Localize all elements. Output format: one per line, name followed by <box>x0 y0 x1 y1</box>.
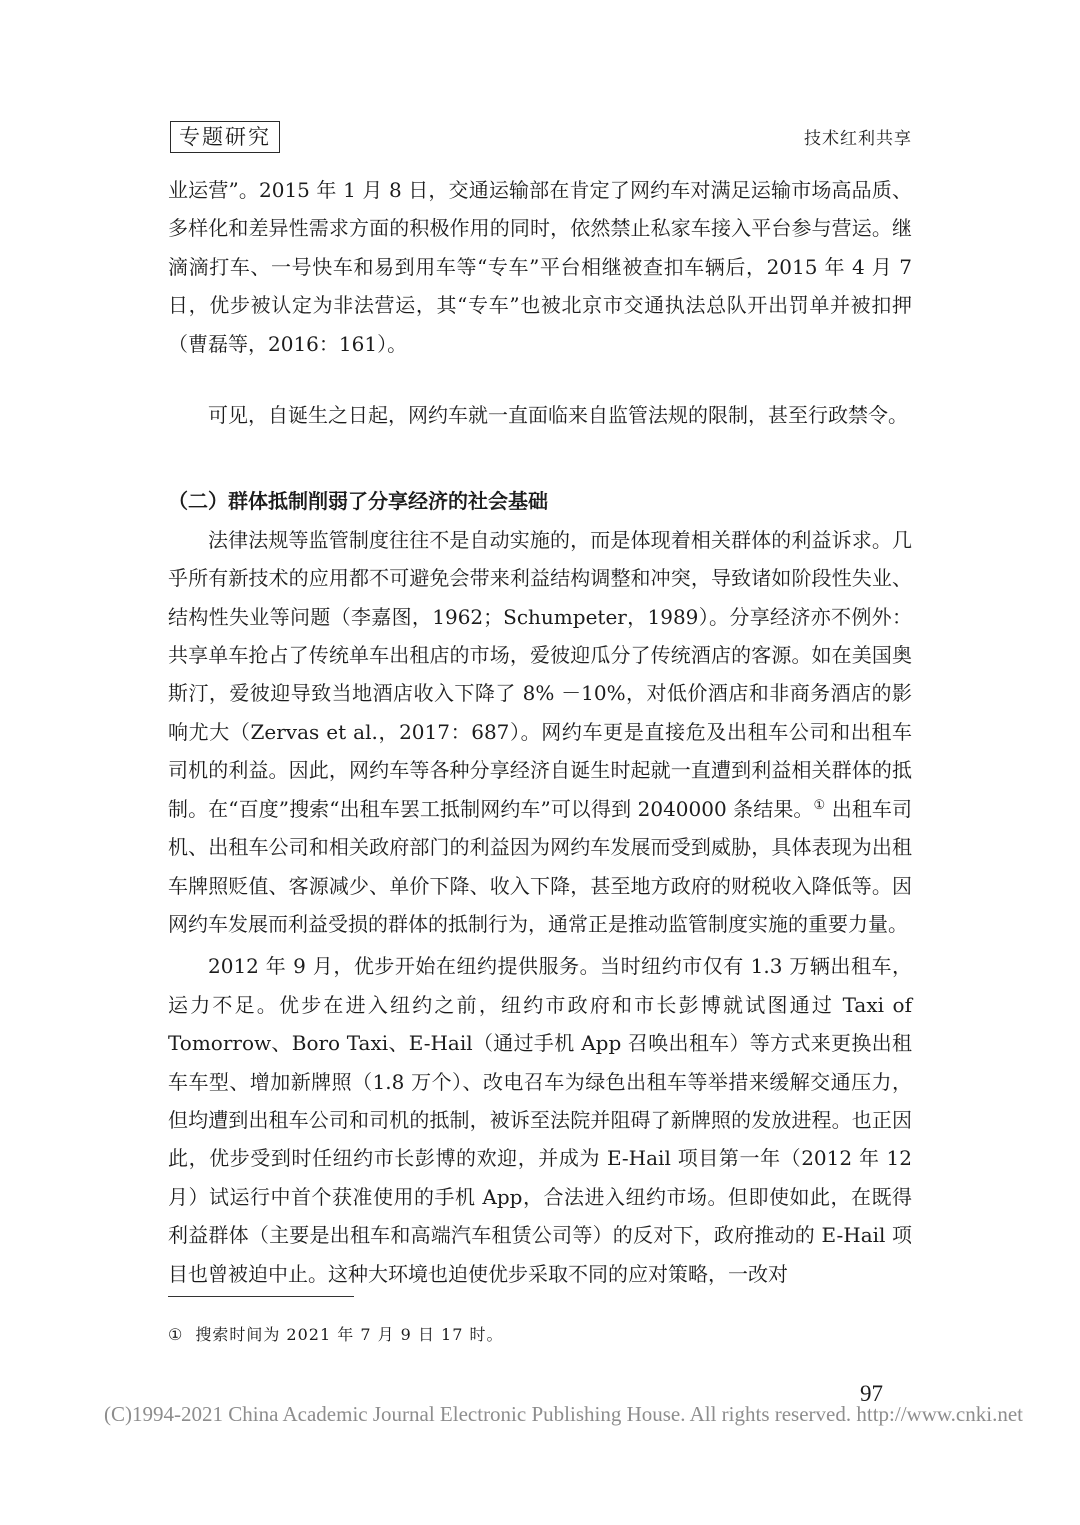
running-title: 技术红利共享 <box>804 129 912 149</box>
page-number: 97 <box>860 1381 883 1406</box>
footnote-divider <box>168 1296 354 1297</box>
paragraph-4: 2012 年 9 月，优步开始在纽约提供服务。当时纽约市仅有 1.3 万辆出租车，运力不足。优步在进入纽约之前，纽约市政府和市长彭博就试图通过 Taxi of Tomorrow、Boro Taxi、E-Hail（通过手机 App 召唤出租车）等方式来更换出租车车型、增加新牌照（1.8 万个）、改电召车为绿色出租车等举措来缓解交通压力，但均遭到出租车公司和司机的抵制，被诉至法院并阻碍了新牌照的发放进程。也正因此，优步受到时任纽约市长彭博的欢迎，并成为 E-Hail 项目第一年（2012 年 12 月）试运行中首个获准使用的手机 App，合法进入纽约市场。但即使如此，在既得利益群体（主要是出租车和高端汽车租赁公司等）的反对下，政府推动的 E-Hail 项目也曾被迫中止。这种大环境也迫使优步采取不同的应对策略，一改对 <box>168 954 912 1286</box>
footnote-text: 搜索时间为 2021 年 7 月 9 日 17 时。 <box>195 1325 504 1344</box>
copyright-notice: (C)1994-2021 China Academic Journal Electronic Publishing House. All rights reserved. http://www.cnki.net <box>104 1402 1023 1426</box>
footnote <box>168 1322 503 1345</box>
section-heading: （二）群体抵制削弱了分享经济的社会基础 <box>168 489 548 514</box>
paragraph-3-part-a: 法律法规等监管制度往往不是自动实施的，而是体现着相关群体的利益诉求。几乎所有新技术的应用都不可避免会带来利益结构调整和冲突，导致诸如阶段性失业、结构性失业等问题（李嘉图，1962；Schumpeter，1989）。分享经济亦不例外：共享单车抢占了传统单车出租店的市场，爱彼迎瓜分了传统酒店的客源。如在美国奥斯汀，爱彼迎导致当地酒店收入下降了 8% －10%，对低价酒店和非商务酒店的影响尤大（Zervas et al.，2017：687）。网约车更是直接危及出租车公司和出租车司机的利益。因此，网约车等各种分享经济自诞生时起就一直遭到利益相关群体的抵制。在“百度”搜索“出租车罢工抵制网约车”可以得到 2040000 条结果。 <box>168 527 912 821</box>
paragraph-3 <box>168 521 912 943</box>
paragraph-2: 可见，自诞生之日起，网约车就一直面临来自监管法规的限制，甚至行政禁令。 <box>208 403 908 428</box>
footnote-marker: ① <box>168 1325 184 1344</box>
paragraph-1: 业运营”。2015 年 1 月 8 日，交通运输部在肯定了网约车对满足运输市场高品质、多样化和差异性需求方面的积极作用的同时，依然禁止私家车接入平台参与营运。继滴滴打车、一号快车和易到用车等“专车”平台相继被查扣车辆后，2015 年 4 月 7 日，优步被认定为非法营运，其“专车”也被北京市交通执法总队开出罚单并被扣押（曹磊等，2016：161）。 <box>168 178 912 356</box>
article-body <box>168 171 912 1293</box>
paragraph-3-part-b: 出租车司机、出租车公司和相关政府部门的利益因为网约车发展而受到威胁，具体表现为出租车牌照贬值、客源减少、单价下降、收入下降，甚至地方政府的财税收入降低等。因网约车发展而利益受损的群体的抵制行为，通常正是推动监管制度实施的重要力量。 <box>168 796 913 936</box>
footnote-reference[interactable]: ① <box>813 797 826 813</box>
section-tag: 专题研究 <box>170 121 280 153</box>
